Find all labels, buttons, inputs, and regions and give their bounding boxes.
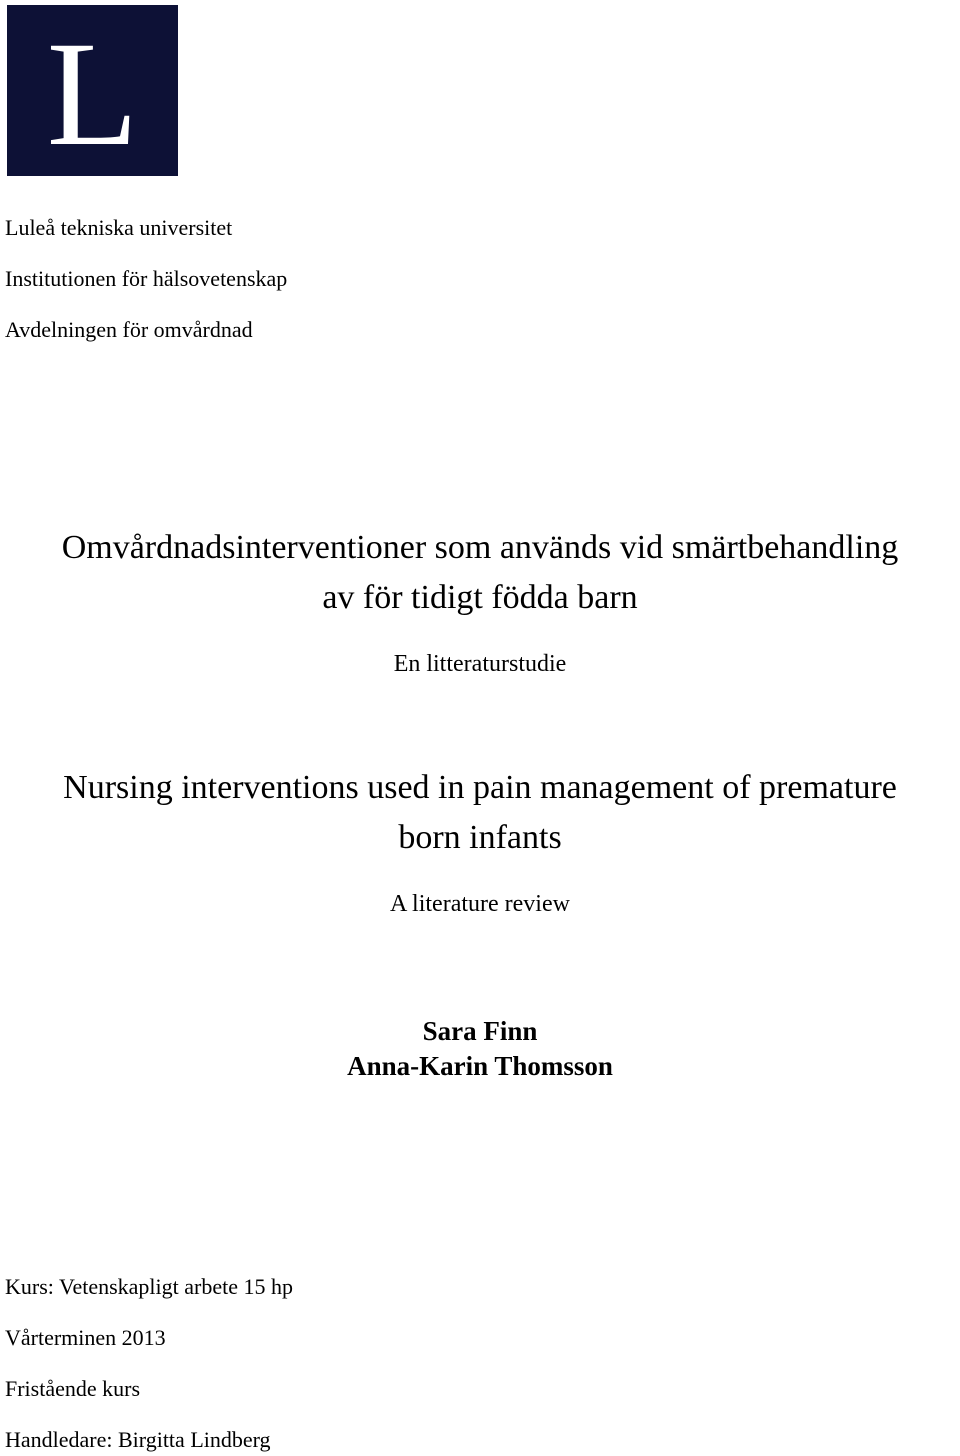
department-name: Institutionen för hälsovetenskap — [5, 266, 288, 291]
term: Vårterminen 2013 — [5, 1325, 166, 1350]
swedish-subtitle: En litteraturstudie — [393, 651, 567, 677]
logo-letter: L — [46, 11, 139, 176]
course-type: Fristående kurs — [5, 1376, 141, 1401]
division-name: Avdelningen för omvårdnad — [5, 317, 253, 342]
author-name: Sara Finn — [422, 1016, 538, 1046]
swedish-title-line1: Omvårdnadsinterventioner som används vid smärtbehandling — [61, 529, 899, 566]
supervisor: Handledare: Birgitta Lindberg — [5, 1427, 271, 1452]
author-name: Anna-Karin Thomsson — [347, 1051, 613, 1081]
english-title-line2: born infants — [398, 819, 562, 856]
university-logo — [7, 5, 178, 176]
english-subtitle: A literature review — [390, 891, 570, 917]
university-name: Luleå tekniska universitet — [5, 215, 233, 240]
swedish-title-line2: av för tidigt födda barn — [322, 579, 638, 616]
course-name: Kurs: Vetenskapligt arbete 15 hp — [5, 1274, 293, 1299]
english-title-line1: Nursing interventions used in pain management of premature — [63, 769, 897, 806]
